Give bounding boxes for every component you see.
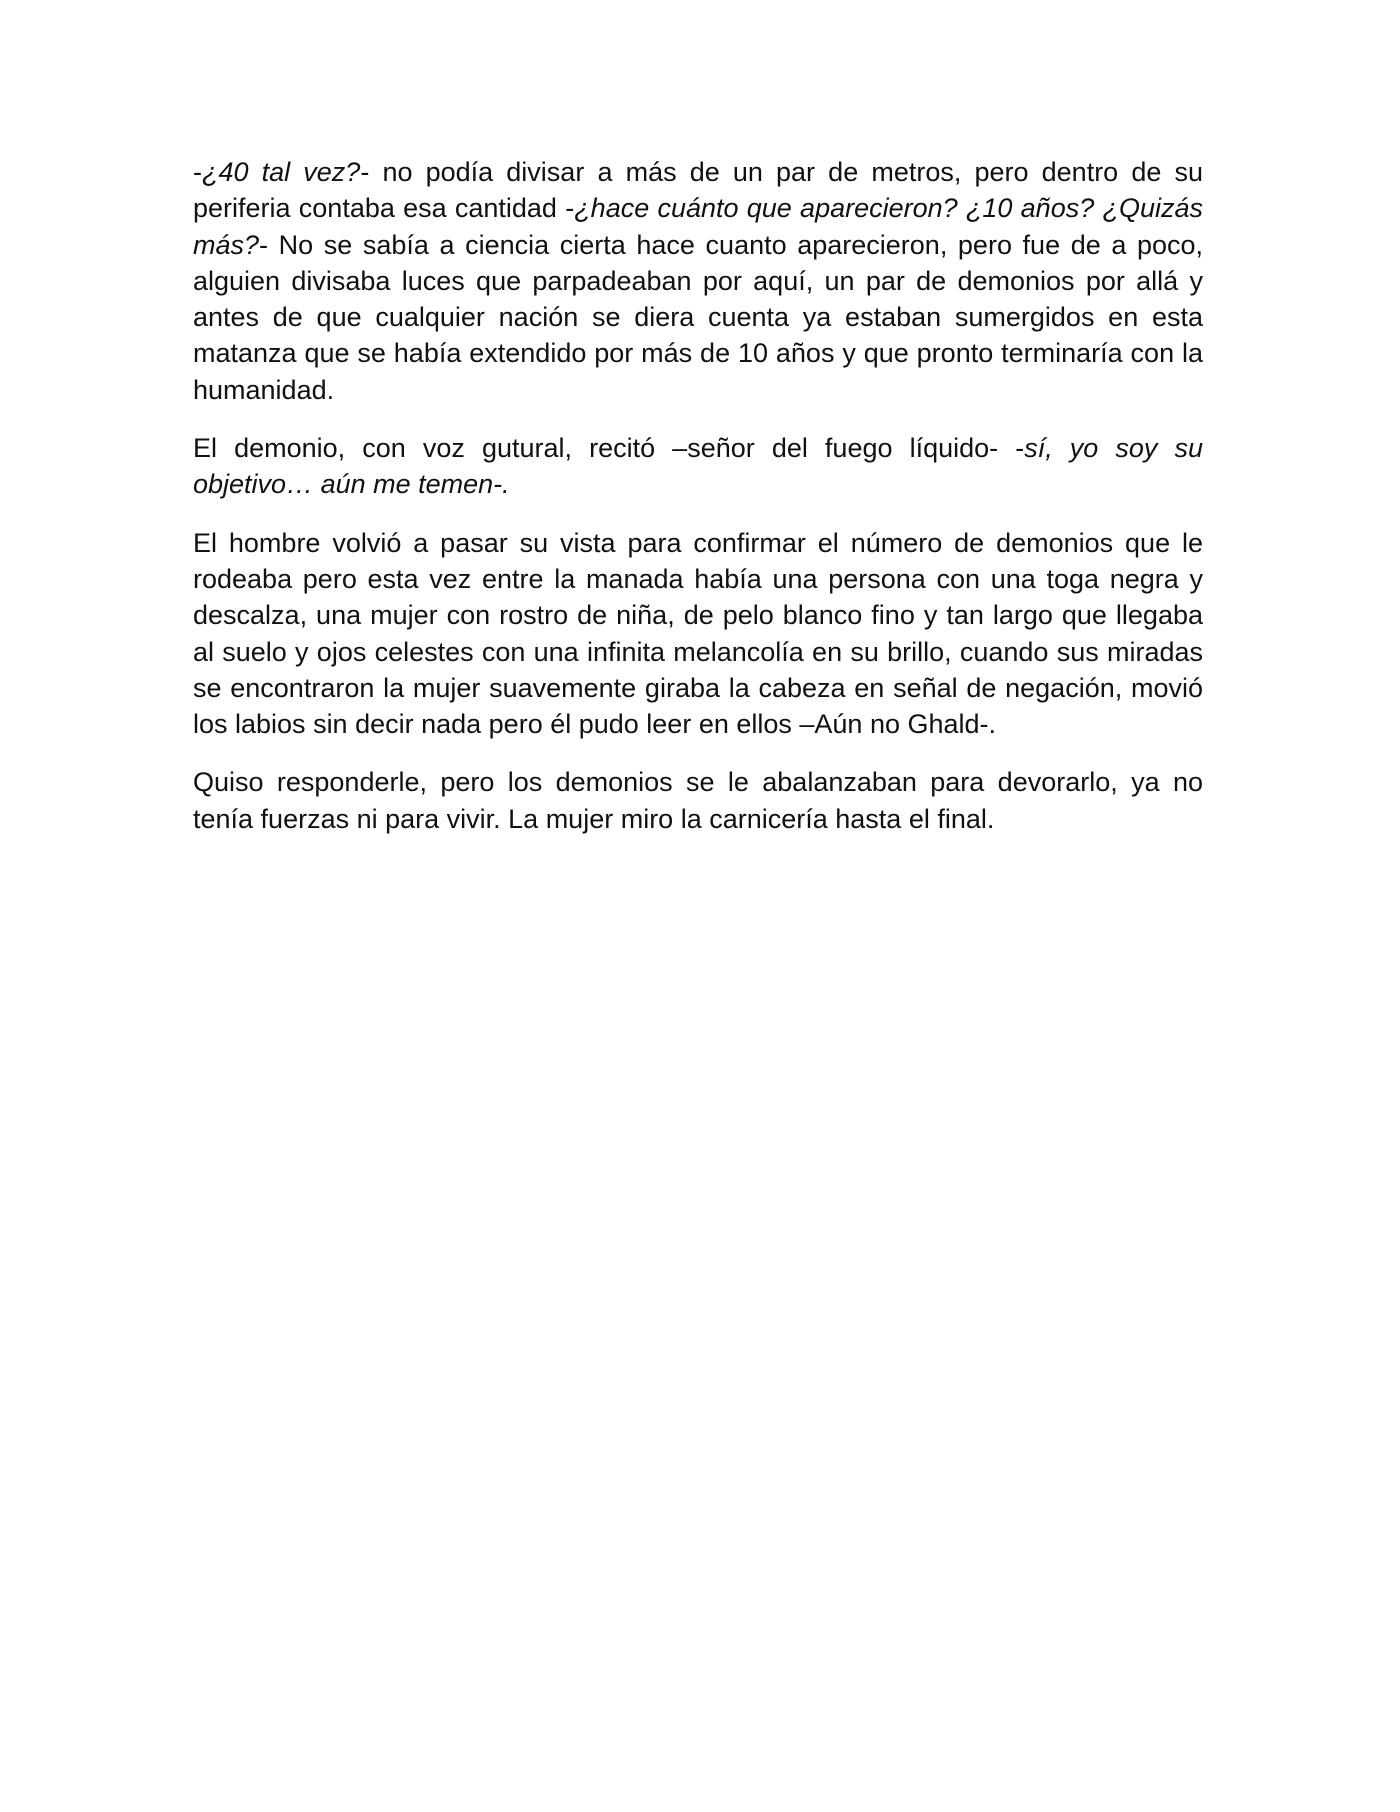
paragraph-1 <box>193 154 1203 408</box>
text-segment: - No se sabía a ciencia cierta hace cuanto aparecieron, pero fue de a poco, alguien divisaba luces que parpadeaban por aquí, un par de demonios por allá y antes de que cualquier nación se diera cuenta ya estaban sumergidos en esta matanza que se había extendido por más de 10 años y que pronto terminaría con la humanidad. <box>193 229 1203 405</box>
document-body <box>193 154 1203 859</box>
text-segment: - no podía divisar a más de un par de metros, pero dentro de su periferia contaba esa cantidad - <box>193 157 1204 224</box>
paragraph-3 <box>193 525 1203 743</box>
text-segment: El hombre volvió a pasar su vista para confirmar el número de demonios que le rodeaba pero esta vez entre la manada había una persona con una toga negra y descalza, una mujer con rostro de niña, de pelo blanco fino y tan largo que llegaba al suelo y ojos celestes con una infinita melancolía en su brillo, cuando sus miradas se encontraron la mujer suavemente giraba la cabeza en señal de negación, movió los labios sin decir nada pero él pudo leer en ellos –Aún no Ghald-. <box>193 527 1203 740</box>
text-segment: - <box>193 157 202 187</box>
text-segment-italic: ¿40 tal vez? <box>202 157 361 187</box>
paragraph-4 <box>193 764 1203 837</box>
text-segment: Quiso responderle, pero los demonios se le abalanzaban para devorarlo, ya no tenía fuerzas ni para vivir. La mujer miro la carnicería hasta el final. <box>193 767 1203 834</box>
paragraph-2 <box>193 430 1203 503</box>
text-segment-italic: ¿hace cuánto que aparecieron? ¿10 años? ¿Quizás más? <box>193 193 1203 260</box>
text-segment-italic: sí, yo soy su objetivo… aún me temen-. <box>193 433 1203 500</box>
text-segment: El demonio, con voz gutural, recitó –señor del fuego líquido- - <box>193 433 1025 464</box>
